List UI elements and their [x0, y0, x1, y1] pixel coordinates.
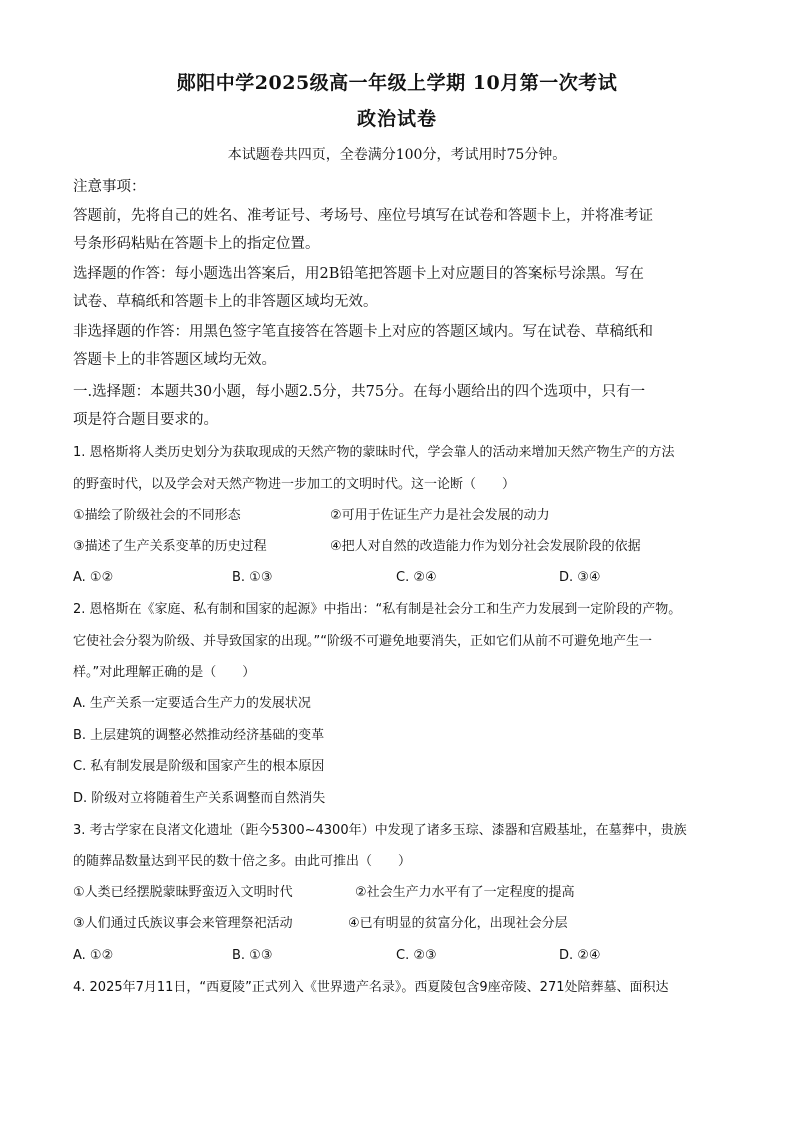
q3-statement-2: ②社会生产力水平有了一定程度的提高: [355, 885, 575, 900]
q2-option-d[interactable]: D. 阶级对立将随着生产关系调整而自然消失: [73, 791, 326, 806]
notice-item3-line1: 非选择题的作答：用黑色签字笔直接答在答题卡上对应的答题区域内。写在试卷、草稿纸和: [73, 324, 653, 340]
q3-option-d[interactable]: D. ②④: [559, 948, 601, 963]
q1-option-a[interactable]: A. ①②: [73, 570, 114, 585]
q3-statement-1: ①人类已经摆脱蒙昧野蛮迈入文明时代: [73, 885, 293, 900]
section1-line2: 项是符合题目要求的。: [73, 412, 218, 428]
q3-statement-4: ④已有明显的贫富分化，出现社会分层: [348, 916, 568, 931]
q2-stem-line3: 样。”对此理解正确的是（ ）: [73, 665, 256, 680]
q3-stem-line2: 的随葬品数量达到平民的数十倍之多。由此可推出（ ）: [73, 854, 412, 869]
q1-stem-line2: 的野蛮时代，以及学会对天然产物进一步加工的文明时代。这一论断（ ）: [73, 477, 516, 492]
q1-statement-2: ②可用于佐证生产力是社会发展的动力: [330, 508, 550, 523]
q1-statement-3: ③描述了生产关系变革的历史过程: [73, 539, 267, 554]
q1-option-d[interactable]: D. ③④: [559, 570, 601, 585]
q3-option-b[interactable]: B. ①③: [232, 948, 273, 963]
notice-item2-line2: 试卷、草稿纸和答题卡上的非答题区域均无效。: [73, 294, 378, 310]
q1-stem-line1: 1. 恩格斯将人类历史划分为获取现成的天然产物的蒙昧时代，学会靠人的活动来增加天然产物生产的方法: [73, 445, 675, 460]
exam-subtitle: 政治试卷: [356, 108, 437, 130]
q2-option-b[interactable]: B. 上层建筑的调整必然推动经济基础的变革: [73, 728, 325, 743]
q3-stem-line1: 3. 考古学家在良渚文化遗址（距今5300~4300年）中发现了诸多玉琮、漆器和宫殿基址，在墓葬中，贵族: [73, 823, 687, 838]
q3-option-a[interactable]: A. ①②: [73, 948, 114, 963]
q4-stem-line1: 4. 2025年7月11日，“西夏陵”正式列入《世界遗产名录》。西夏陵包含9座帝陵、271处陪葬墓、面积达: [73, 980, 669, 995]
q3-statement-3: ③人们通过氏族议事会来管理祭祀活动: [73, 916, 293, 931]
q2-option-a[interactable]: A. 生产关系一定要适合生产力的发展状况: [73, 696, 311, 711]
notice-item3-line2: 答题卡上的非答题区域均无效。: [73, 352, 276, 368]
exam-info: 本试题卷共四页，全卷满分100分，考试用时75分钟。: [227, 147, 567, 163]
exam-title: 郧阳中学2025级高一年级上学期 10月第一次考试: [176, 72, 618, 94]
q1-option-b[interactable]: B. ①③: [232, 570, 273, 585]
q1-statement-4: ④把人对自然的改造能力作为划分社会发展阶段的依据: [330, 539, 641, 554]
q3-option-c[interactable]: C. ②③: [396, 948, 437, 963]
notice-item1-line1: 答题前，先将自己的姓名、准考证号、考场号、座位号填写在试卷和答题卡上，并将准考证: [73, 208, 653, 224]
notice-heading: 注意事项：: [73, 179, 146, 195]
q1-statement-1: ①描绘了阶级社会的不同形态: [73, 508, 241, 523]
q2-option-c[interactable]: C. 私有制发展是阶级和国家产生的根本原因: [73, 759, 325, 774]
q2-stem-line1: 2. 恩格斯在《家庭、私有制和国家的起源》中指出：“私有制是社会分工和生产力发展到一定阶段的产物。: [73, 602, 682, 617]
q1-option-c[interactable]: C. ②④: [396, 570, 437, 585]
notice-item1-line2: 号条形码粘贴在答题卡上的指定位置。: [73, 236, 320, 252]
section1-line1: 一.选择题：本题共30小题，每小题2.5分，共75分。在每小题给出的四个选项中，只有一: [73, 384, 646, 400]
q2-stem-line2: 它使社会分裂为阶级、并导致国家的出现。”“阶级不可避免地要消失，正如它们从前不可避免地产生一: [73, 634, 652, 649]
notice-item2-line1: 选择题的作答：每小题选出答案后，用2B铅笔把答题卡上对应题目的答案标号涂黑。写在: [73, 266, 644, 282]
